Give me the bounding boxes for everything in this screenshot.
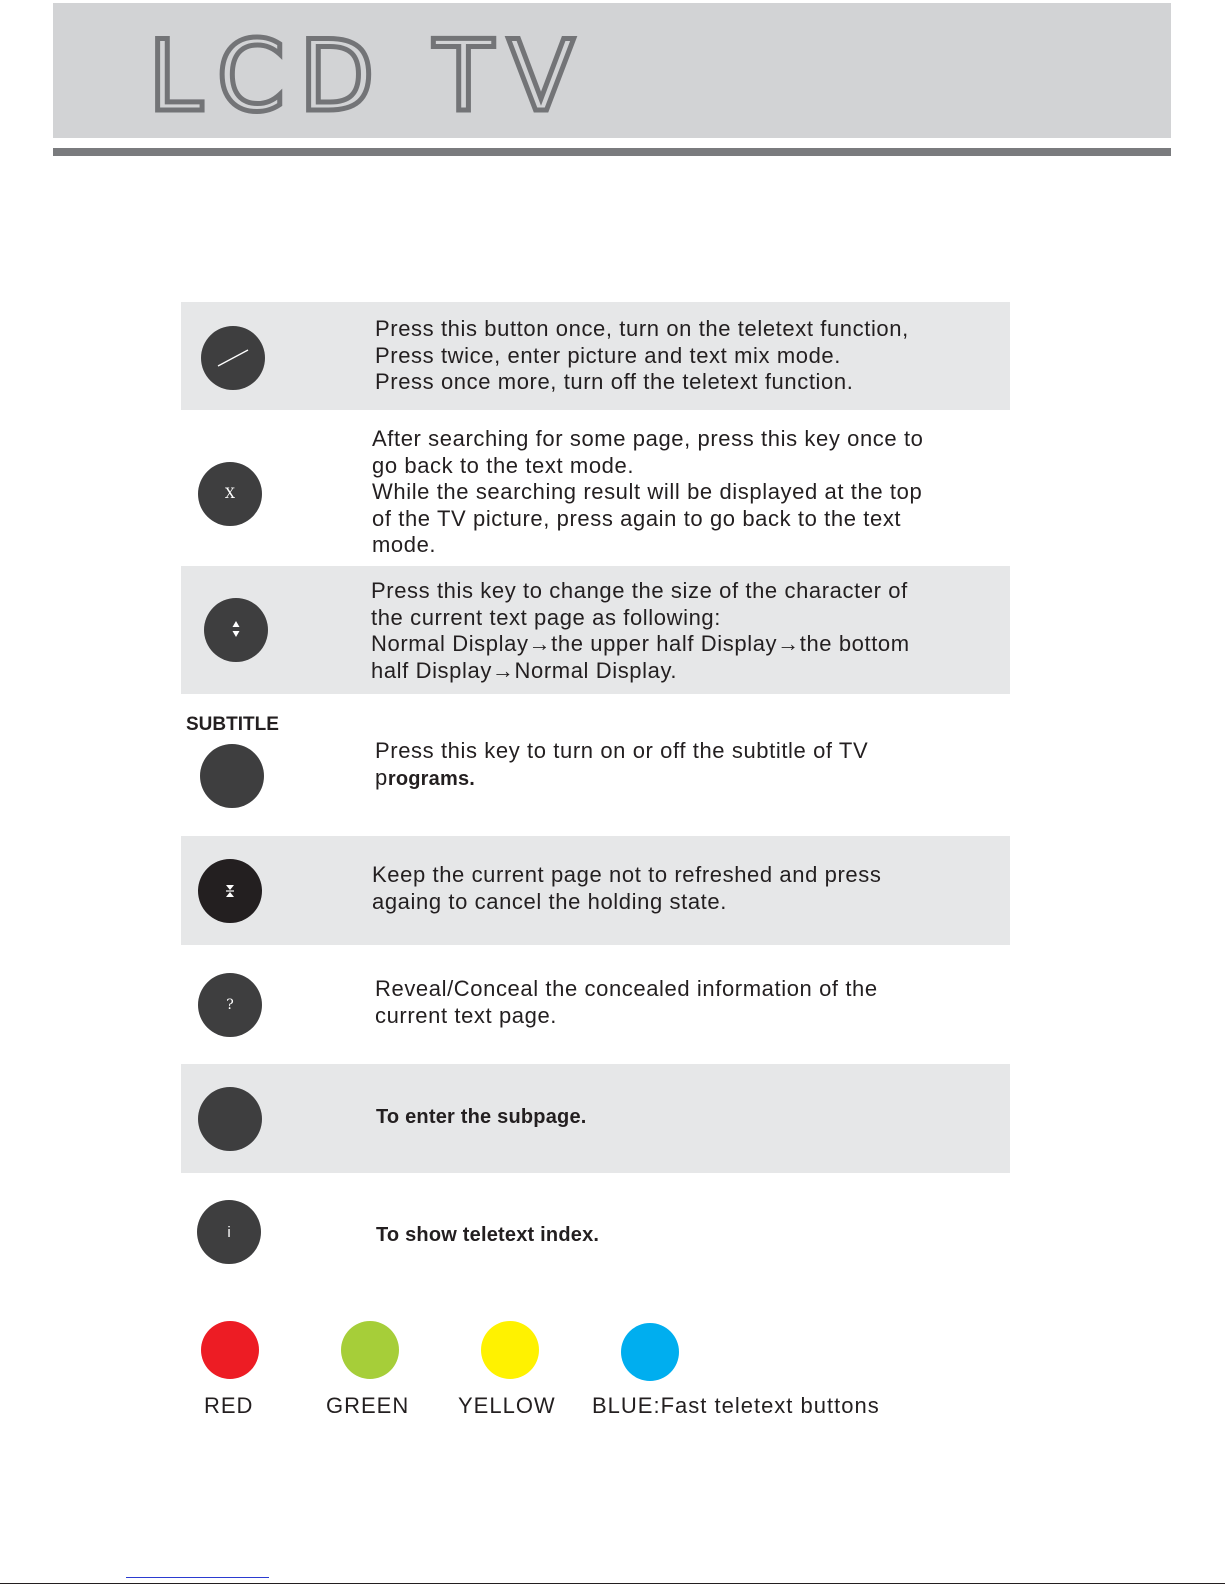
teletext-description [375,316,909,396]
x-icon: X [225,486,235,502]
hold-description [372,862,881,915]
desc-line: Press twice, enter picture and text mix mode. [375,342,841,368]
desc-line: Normal Display→the upper half Display→the bottom [371,631,910,656]
page-title: LCD TV [148,20,589,134]
desc-line: After searching for some page, press this key once to [372,426,924,451]
desc-line: current text page. [375,1002,558,1028]
hold-icon [198,859,262,923]
desc-line: againg to cancel the holding state. [372,888,727,914]
hold-button[interactable] [198,859,262,923]
index-button[interactable] [197,1200,261,1264]
desc-text: p [375,764,388,790]
teletext-button[interactable] [201,326,265,390]
subpage-button[interactable] [198,1087,262,1151]
desc-line: half Display→Normal Display. [371,657,678,683]
footer-divider [0,1583,1225,1584]
reveal-button[interactable] [198,973,262,1037]
desc-line [375,765,868,793]
info-icon: i [227,1223,231,1241]
desc-line: the current text page as following: [371,604,721,630]
red-button[interactable] [201,1321,259,1379]
cancel-description [372,426,924,559]
yellow-button[interactable] [481,1321,539,1379]
slash-icon [201,326,265,390]
blue-label: BLUE:Fast teletext buttons [592,1393,880,1418]
question-icon: ? [226,997,234,1013]
green-label: GREEN [326,1393,410,1418]
red-label: RED [204,1393,254,1418]
blue-button[interactable] [621,1323,679,1381]
size-arrows-icon [204,598,268,662]
desc-line: mode. [372,532,437,557]
row-subpage [181,1064,1010,1173]
desc-line: While the searching result will be displayed at the top [372,479,923,504]
desc-line: go back to the text mode. [372,452,635,478]
index-description: To show teletext index. [376,1224,600,1246]
reveal-description [375,976,878,1029]
desc-line: Reveal/Conceal the concealed information of the [375,976,878,1001]
size-button[interactable] [204,598,268,662]
subtitle-label: SUBTITLE [186,714,279,735]
yellow-label: YELLOW [458,1393,556,1418]
desc-line: Press this key to change the size of the character of [371,578,908,603]
subtitle-description [375,738,868,792]
size-description [371,578,910,684]
green-button[interactable] [341,1321,399,1379]
desc-line: Press once more, turn off the teletext function. [375,369,854,394]
cancel-button[interactable] [198,462,262,526]
subtitle-button[interactable] [200,744,264,808]
desc-text-bold: rograms. [387,767,476,790]
header-divider [53,148,1171,156]
footer-link-underline [126,1577,269,1578]
desc-line: Keep the current page not to refreshed and press [372,862,882,887]
desc-line: of the TV picture, press again to go back to the text [372,505,902,531]
desc-line: Press this button once, turn on the teletext function, [375,316,909,341]
desc-line: Press this key to turn on or off the subtitle of TV [375,738,869,763]
subpage-description: To enter the subpage. [376,1106,587,1128]
